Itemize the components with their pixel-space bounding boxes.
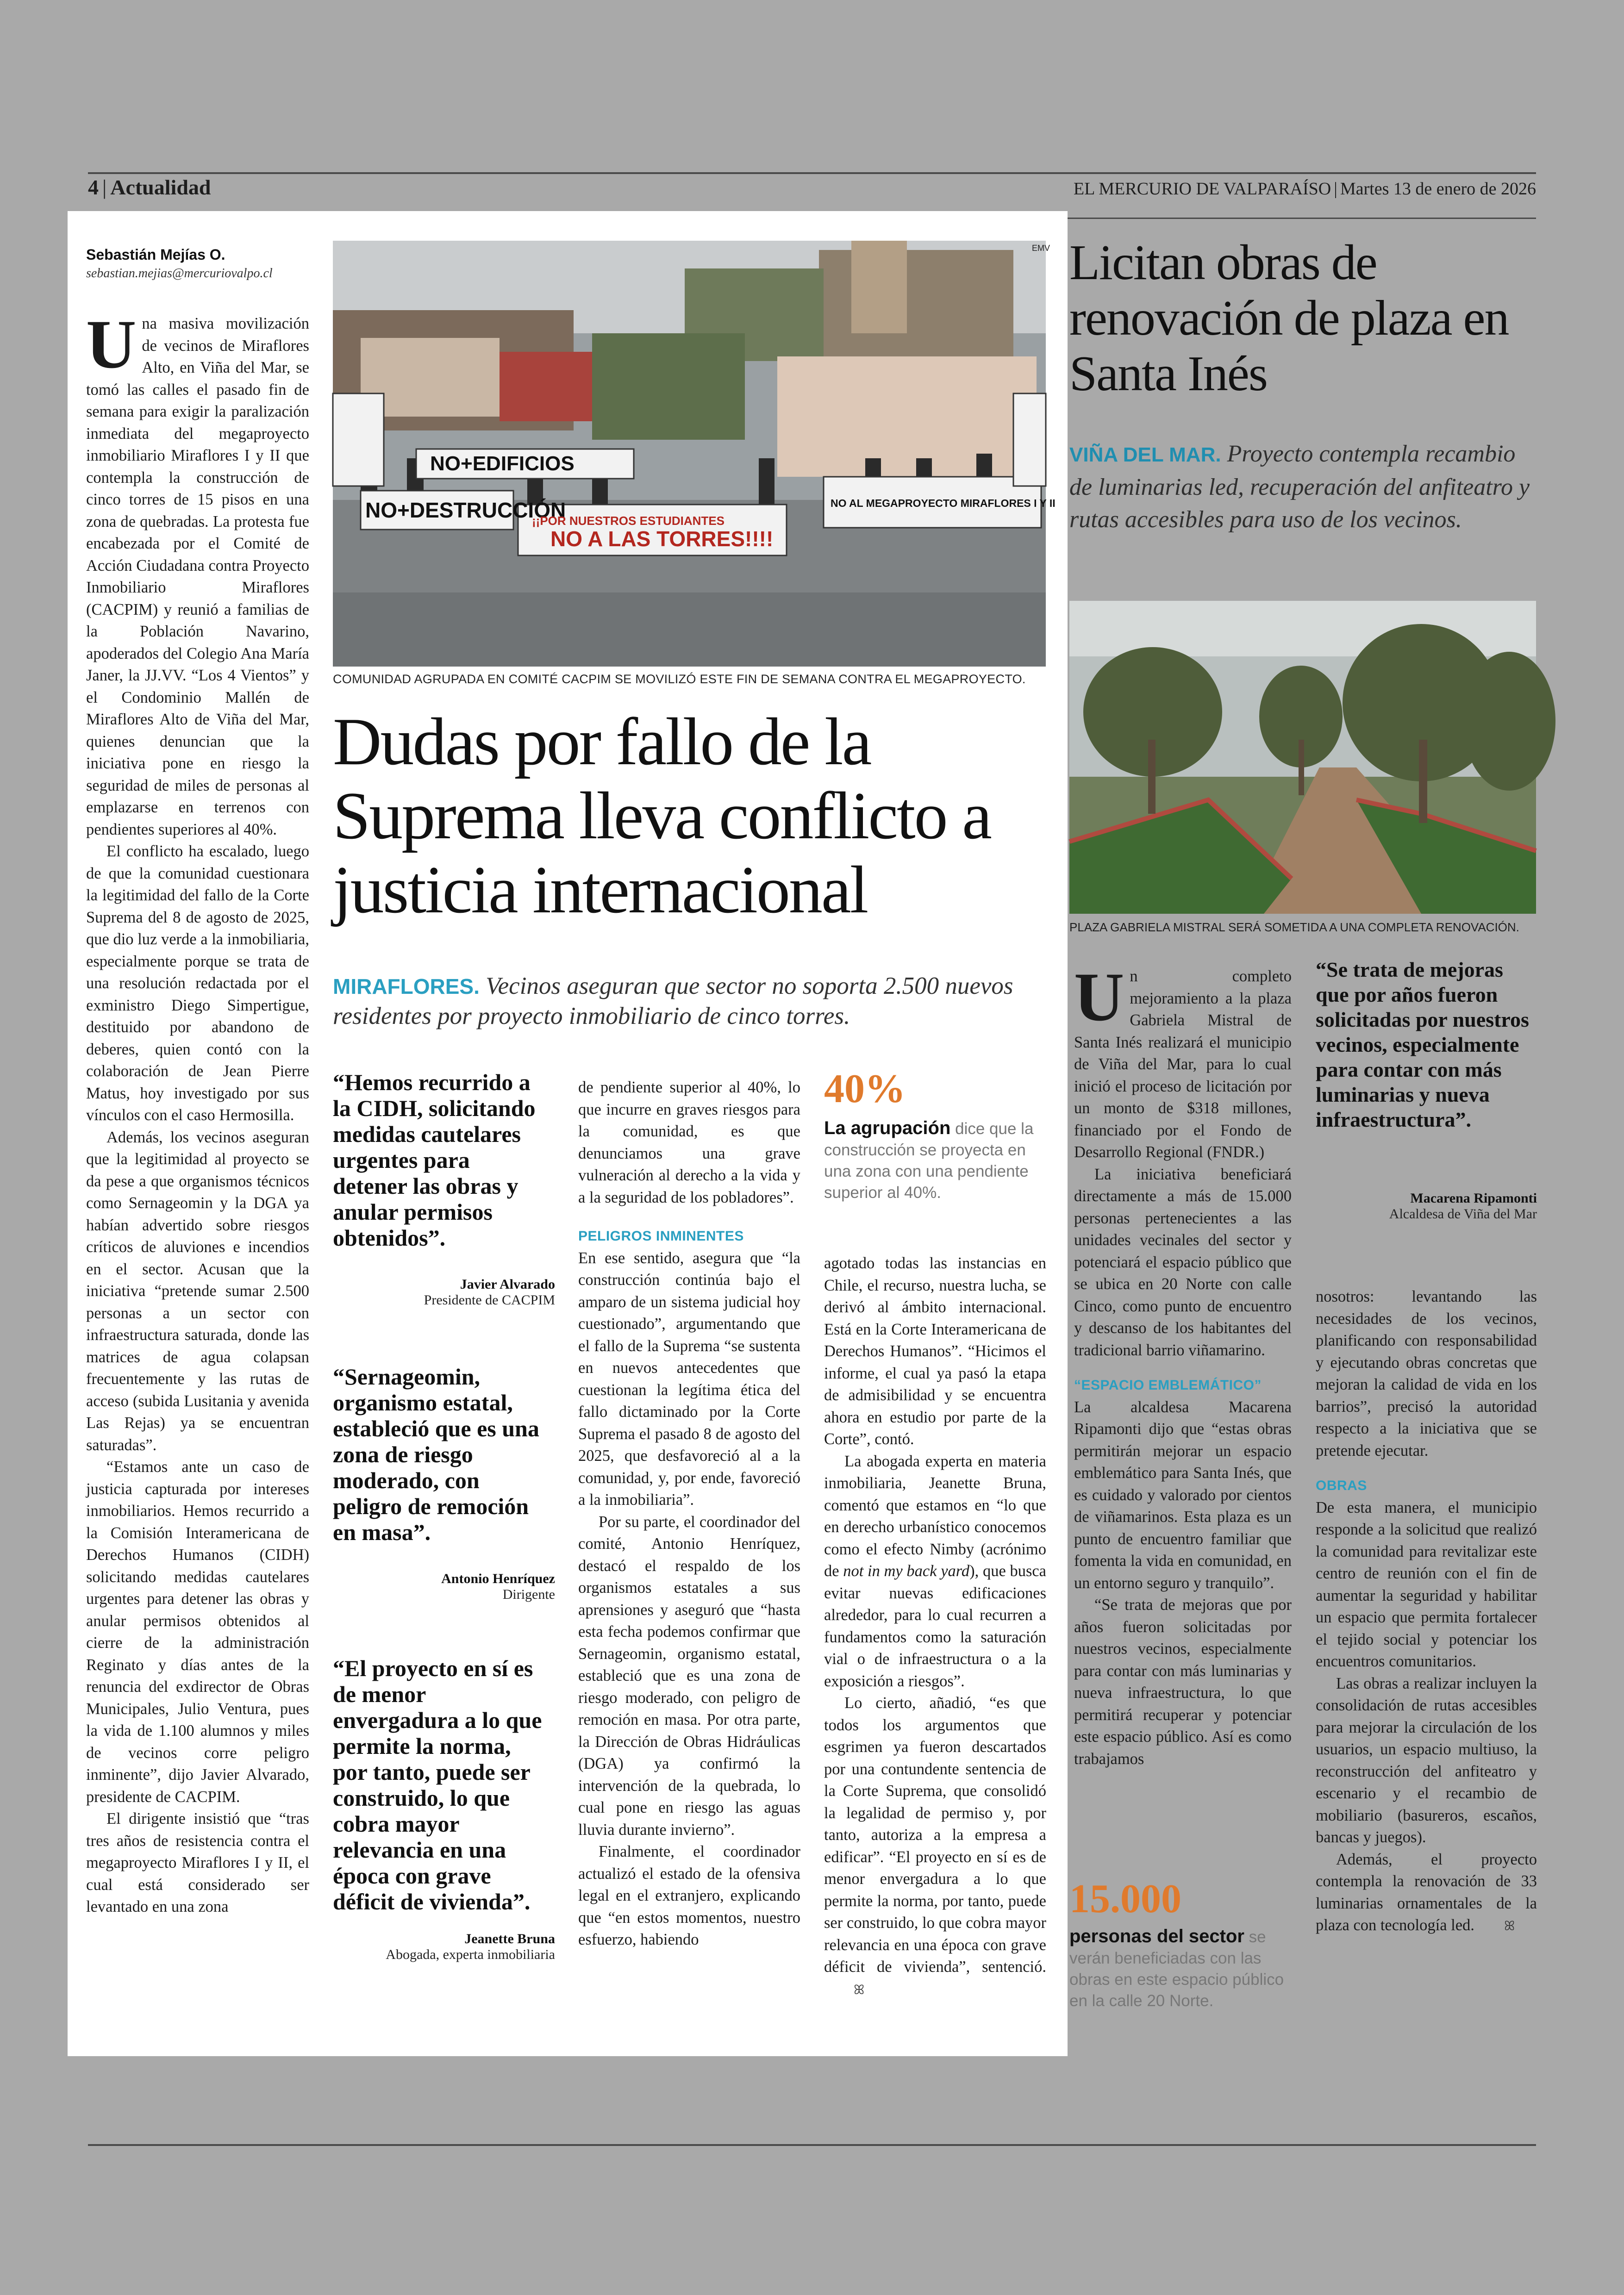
sign-text: NO AL MEGAPROYECTO MIRAFLORES I Y II	[831, 497, 1056, 509]
stat-lead: La agrupación	[824, 1118, 951, 1138]
quote-role: Dirigente	[502, 1587, 555, 1602]
deck-location-tag: VIÑA DEL MAR.	[1069, 443, 1221, 466]
sign-text: ¡¡POR NUESTROS ESTUDIANTES	[532, 514, 725, 528]
sign-text: NO+DESTRUCCIÓN	[365, 498, 566, 522]
plaza-photo-illustration	[1069, 601, 1536, 914]
paragraph: “Estamos ante un caso de justicia capturada por intereses inmobiliarios. Hemos recurrido a la Comisión Interamericana de Derechos Humanos (CIDH) solicitando medidas cautelares urgentes para detener las obras y anular permisos obtenidos al cierre de la administración Reginato y días antes de la renuncia del exdirector de Obras Municipales, Julio Ventura, pues la vida de 1.100 alumnos y miles de vecinos corre peligro inminente”, dijo Javier Alvarado, presidente de CACPIM.	[86, 1458, 309, 1806]
deck-text: Vecinos aseguran que sector no soporta 2.500 nuevos residentes por proyecto inmobiliario de cinco torres.	[333, 973, 1013, 1029]
quote-role: Abogada, experta inmobiliaria	[386, 1947, 555, 1962]
main-column-4	[824, 1253, 1046, 2001]
pull-quote: “Sernageomin, organismo estatal, estableció que es una zona de riesgo moderado, con peligro de remoción en masa”.	[333, 1364, 539, 1545]
paragraph: Por su parte, el coordinador del comité, Antonio Henríquez, destacó el respaldo de los organismos estatales a sus aprensiones y aseguró que “hasta esta fecha podemos confirmar que Sernageomin, organismo estatal, estableció que es una zona de riesgo moderado, con peligro de remoción en masa. Por otra parte, la Dirección de Obras Hidráulicas (DGA) ya confirmó la intervención de la quebrada, lo cual pone en riesgo las aguas lluvia durante invierno”.	[578, 1513, 800, 1839]
paragraph: El dirigente insistió que “tras tres años de resistencia contra el megaproyecto Miraflores I y II, el cual está considerado ser levantado en una zona	[86, 1810, 309, 1915]
footer-rule	[88, 2144, 1536, 2146]
subhead: OBRAS	[1316, 1478, 1367, 1493]
quote-author: Jeanette Bruna	[464, 1931, 555, 1946]
paragraph: De esta manera, el municipio responde a la solicitud que realizó la comunidad para revitalizar este centro de reunión con el fin de aumentar la seguridad y habilitar un espacio que permita fortalecer el tejido social y potenciar los encuentros comunitarios.	[1316, 1498, 1537, 1670]
paragraph: Lo cierto, añadió, “es que todos los argumentos que esgrimen ya fueron descartados por una contundente sentencia de la Corte Suprema, que consolidó la legalidad de permiso y, por tanto, autoriza a la empresa a edificar”. “El proyecto en sí es de menor envergadura a lo que permite la norma, por tanto, puede ser construido, lo que cobra mayor relevancia en una época con grave déficit de vivienda”, sentenció.ꕤ	[824, 1692, 1046, 2001]
side-headline: Licitan obras de renovación de plaza en Santa Inés	[1069, 235, 1509, 401]
dropcap: U	[1074, 959, 1124, 1035]
main-column-3	[578, 1077, 800, 1951]
paragraph: agotado todas las instancias en Chile, el recurso, nuestra lucha, se derivó al ámbito internacional. Está en la Corte Interamericana de Derechos Humanos”. “Hicimos el informe, el cual ya pasó la etapa de admisibilidad y se encuentra ahora en estudio por parte de la Corte”, contó.	[824, 1254, 1046, 1448]
side-column-1	[1074, 959, 1292, 1770]
paragraph: Un completo mejoramiento a la plaza Gabriela Mistral de Santa Inés realizará el municipio de Viña del Mar, para lo cual inició el proceso de licitación por un monto de $318 millones, financiado por el Fondo de Desarrollo Regional (FNDR.)	[1074, 959, 1292, 1161]
quote-attribution	[333, 1931, 555, 1963]
photo-credit: EMV	[1032, 243, 1050, 253]
side-column-2	[1316, 1286, 1537, 1938]
protest-photo	[333, 241, 1056, 667]
dropcap: U	[86, 306, 137, 383]
main-photo-caption: COMUNIDAD AGRUPADA EN COMITÉ CACPIM SE MOVILIZÓ ESTE FIN DE SEMANA CONTRA EL MEGAPROYECTO.	[333, 672, 1026, 686]
paragraph: Finalmente, el coordinador actualizó el estado de la ofensiva legal en el extranjero, explicando que “en estos momentos, nuestro esfuerzo, habiendo	[578, 1843, 800, 1948]
main-deck	[333, 971, 1055, 1031]
section-name: Actualidad	[110, 175, 211, 199]
end-mark-icon: ꕤ	[1504, 1919, 1515, 1933]
paragraph: “Se trata de mejoras que por años fueron solicitadas por nuestros vecinos, especialmente para contar con más luminarias y nueva infraestructura, lo que permitirá recuperar y potenciar este espacio público. Así es como trabajamos	[1074, 1596, 1292, 1768]
newspaper-name: EL MERCURIO DE VALPARAÍSO	[1073, 179, 1331, 199]
paragraph: La alcaldesa Macarena Ripamonti dijo que “estas obras permitirán mejorar un espacio emblemático para Santa Inés, que es cuidado y valorado por cientos de viñamarinos. Esta plaza es un punto de encuentro familiar que fomenta la vida en comunidad, en un entorno seguro y tranquilo”.	[1074, 1398, 1292, 1592]
quote-author: Antonio Henríquez	[441, 1571, 555, 1586]
end-mark-icon: ꕤ	[854, 1983, 865, 1997]
author-name: Sebastián Mejías O.	[86, 246, 225, 263]
paragraph: Las obras a realizar incluyen la consolidación de rutas accesibles para mejorar la circulación de los usuarios, un espacio multiuso, la reconstrucción del anfiteatro y escenario y el recambio de mobiliario (basureros, escaños, bancas y juegos).	[1316, 1674, 1537, 1846]
publication-date: Martes 13 de enero de 2026	[1340, 179, 1536, 199]
paragraph: de pendiente superior al 40%, lo que incurre en graves riesgos para la comunidad, es que denunciamos una grave vulneración al derecho a la vida y a la seguridad de los pobladores”.	[578, 1079, 800, 1206]
paragraph: nosotros: levantando las necesidades de los vecinos, planificando con responsabilidad y ejecutando obras concretas que mejoran la calidad de vida en los barrios”, precisó la autoridad respecto a la iniciativa que se pretende ejecutar.	[1316, 1288, 1537, 1459]
deck-location-tag: MIRAFLORES.	[333, 974, 480, 998]
stat-text: se verán beneficiadas con las obras en este espacio público en la calle 20 Norte.	[1069, 1928, 1284, 2010]
quote-attribution	[333, 1571, 555, 1603]
quote-role: Presidente de CACPIM	[424, 1292, 555, 1308]
newspaper-dateline: EL MERCURIO DE VALPARAÍSO | Martes 13 de enero de 2026	[1073, 179, 1536, 199]
paragraph: Además, el proyecto contempla la renovación de 33 luminarias ornamentales de la plaza con tecnología led. ꕤ	[1316, 1849, 1537, 1938]
paragraph: El conflicto ha escalado, luego de que la comunidad cuestionara la legitimidad del fallo de la Corte Suprema del 8 de agosto de 2025, que dio luz verde a la inmobiliaria, especialmente porque se trata de una resolución redactada por el exministro Diego Simpertigue, destituido por abandono de deberes, quien contó con la colaboración de Jean Pierre Matus, hoy investigado por sus vínculos con el caso Hermosilla.	[86, 842, 309, 1124]
side-deck	[1069, 438, 1537, 536]
stat-lead: personas del sector	[1069, 1926, 1244, 1946]
quote-author: Javier Alvarado	[460, 1277, 555, 1292]
author-email: sebastian.mejias@mercuriovalpo.cl	[86, 266, 273, 281]
subhead: “ESPACIO EMBLEMÁTICO”	[1074, 1378, 1262, 1393]
byline	[86, 246, 299, 281]
page-section-header: 4 | Actualidad	[88, 175, 211, 199]
pull-quote: “El proyecto en sí es de menor envergadura a lo que permite la norma, por tanto, puede ser construido, lo que cobra mayor relevancia en una época con grave déficit de vivienda”.	[333, 1655, 542, 1915]
stat-description	[824, 1117, 1046, 1204]
subhead: PELIGROS INMINENTES	[578, 1229, 744, 1244]
page-number: 4	[88, 175, 99, 199]
paragraph: Además, los vecinos aseguran que la legitimidad al proyecto se da pese a que organismos técnicos como Sernageomin y la DGA ya habían advertido sobre riesgos críticos de aluviones e incendios en el sector. Acusan que la iniciativa “pretende sumar 2.500 personas a un sector con infraestructura saturada, donde las matrices de agua colapsan frecuentemente y las rutas de acceso (subida Lusitania y avenida Las Rejas) ya se encuentran saturadas”.	[86, 1128, 309, 1454]
main-headline: Dudas por fallo de la Suprema lleva conflicto a justicia internacional	[333, 704, 991, 927]
quote-role: Alcaldesa de Viña del Mar	[1389, 1206, 1537, 1222]
quote-attribution	[333, 1277, 555, 1308]
quote-attribution	[1316, 1191, 1537, 1222]
pull-quote: “Hemos recurrido a la CIDH, solicitando medidas cautelares urgentes para detener las obras y anular permisos obtenidos”.	[333, 1069, 536, 1251]
stat-description	[1069, 1926, 1292, 2012]
stat-number: 40%	[824, 1066, 906, 1111]
quote-author: Macarena Ripamonti	[1410, 1191, 1537, 1206]
paragraph: En ese sentido, asegura que “la construcción continúa bajo el amparo de un sistema judicial hoy cuestionado”, argumentando que el fallo de la Suprema “se sustenta en nuevos antecedentes que cuestionan la legítima ética del fallo dictaminado por la Corte Suprema el pasado 8 de agosto del 2025, que desfavoreció al a la comunidad, y, por ende, favoreció a la inmobiliaria”.	[578, 1249, 800, 1509]
sign-text: NO+EDIFICIOS	[430, 452, 575, 475]
protest-photo-illustration	[333, 241, 1056, 667]
paragraph: Una masiva movilización de vecinos de Miraflores Alto, en Viña del Mar, se tomó las calles el pasado fin de semana para exigir la paralización inmediata del megaproyecto inmobiliario Miraflores I y II que contempla la construcción de cinco torres de 15 pisos en una zona de quebradas. La protesta fue encabezada por el Comité de Acción Ciudadana contra Proyecto Inmobiliario Miraflores (CACPIM) y reunió a familias de la Población Navarino, apoderados del Colegio Ana María Janer, la JJ.VV. “Los 4 Vientos” y el Condominio Mallén de Miraflores Alto de Viña del Mar, quienes denuncian que la iniciativa pone en riesgo la seguridad de miles de personas al emplazarse en terrenos con pendientes superiores al 40%.	[86, 306, 309, 838]
deck-text: Proyecto contempla recambio de luminarias led, recuperación del anfiteatro y rutas accesibles para uso de los vecinos.	[1069, 441, 1530, 533]
sign-text: NO A LAS TORRES!!!!	[550, 527, 774, 551]
paragraph: La abogada experta en materia inmobiliaria, Jeanette Bruna, comentó que estamos en “lo que en derecho urbanístico conocemos como el efecto Nimby (acrónimo de not in my back yard), que busca evitar nuevas edificaciones alrededor, para lo cual recurren a fundamentos como la saturación vial o de infraestructura o a la exposición a riesgos”.	[824, 1452, 1046, 1690]
header-rule-top	[88, 172, 1536, 174]
stat-number: 15.000	[1069, 1877, 1181, 1921]
pull-quote: “Se trata de mejoras que por años fueron solicitadas por nuestros vecinos, especialmente para contar con más luminarias y nueva infraestructura”.	[1316, 958, 1529, 1131]
plaza-photo-caption: PLAZA GABRIELA MISTRAL SERÁ SOMETIDA A UNA COMPLETA RENOVACIÓN.	[1069, 920, 1519, 934]
paragraph: La iniciativa beneficiará directamente a más de 15.000 personas pertenecientes a las unidades vecinales del sector y potenciará el espacio público que se ubica en 20 Norte con calle Cinco, como punto de encuentro y descanso de los habitantes del tradicional barrio viñamarino.	[1074, 1165, 1292, 1359]
main-column-1	[86, 306, 309, 1918]
stat-text: dice que la construcción se proyecta en una zona con una pendiente superior al 40%.	[824, 1120, 1034, 1202]
plaza-photo	[1069, 601, 1536, 914]
